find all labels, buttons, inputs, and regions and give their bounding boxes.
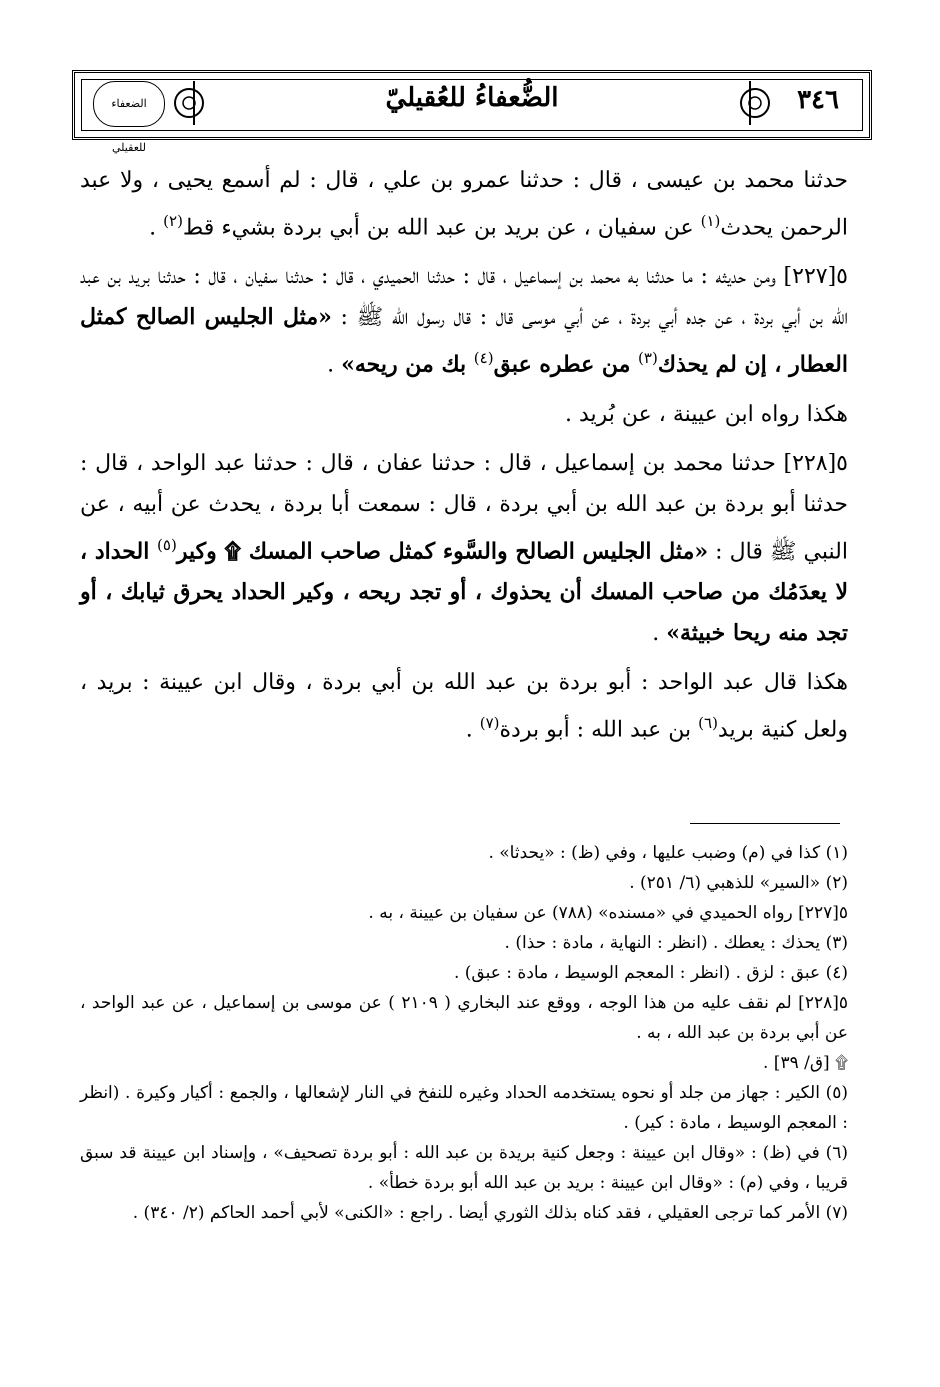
- paragraph: [80, 662, 848, 750]
- text-run: حدثنا محمد بن عيسى ، قال : حدثنا عمرو بن علي ، قال : لم أسمع يحيى ،: [151, 168, 848, 193]
- footnotes: [80, 838, 848, 1228]
- text-run: .: [652, 620, 667, 646]
- footnote: (٧) الأمر كما ترجى العقيلي ، فقد كناه بذلك الثوري أيضا . راجع : «الكنى» لأبي أحمد الحاكم (٢/ ٣٤٠) .: [132, 1203, 848, 1223]
- footnote: (٣) يحذك : يعطك . (انظر : النهاية ، مادة : حذا) .: [504, 933, 848, 953]
- hadith-quote: الحداد ، لا يعدَمُك من صاحب المسك أن يحذوك ، أو تجد ريحه ، وكير الحداد يحرق ثيابك ، أو تجد منه ريحا خبيثة»: [80, 537, 848, 646]
- ornament-left-icon: [171, 83, 207, 123]
- text-run: هكذا قال عبد الواحد : أبو بردة بن عبد الله بن أبي بردة ، وقال ابن عيينة : بريد ، ولعل كنية بريد: [80, 669, 848, 743]
- hadith-227: [80, 256, 848, 385]
- ornament-right-icon: [737, 83, 773, 123]
- footnote-ref: (٢): [163, 212, 183, 230]
- text-run: .: [149, 215, 164, 241]
- footnote-ref: (٦): [698, 713, 718, 732]
- book-seal-logo: الضعفاء للعقيلي: [93, 81, 165, 127]
- text-run: ولا عبد الرحمن يحدث: [80, 168, 848, 241]
- page-header: [72, 70, 872, 154]
- hadith-quote: «مثل الجليس الصالح كمثل العطار ، إن لم يحذك: [80, 304, 848, 378]
- footnote-ref: (٣): [638, 349, 658, 368]
- main-text: [80, 160, 848, 758]
- text-run: عن سفيان ، عن بريد بن عبد الله بن أبي بردة بشيء قط: [182, 215, 701, 241]
- hadith-quote: «مثل الجليس الصالح والسَّوء كمثل صاحب المسك ۩ وكير: [176, 537, 709, 564]
- text-run: هكذا رواه ابن عيينة ، عن بُريد .: [565, 401, 848, 427]
- footnote: (٤) عبق : لزق . (انظر : المعجم الوسيط ، مادة : عبق) .: [453, 963, 848, 983]
- footnote-ref: (١): [700, 212, 721, 230]
- footnote-ref: (٧): [479, 713, 500, 732]
- text-run: ٥[٢٢٨] حدثنا محمد بن إسماعيل ، قال : حدثنا عفان ، قال : حدثنا عبد الواحد ، قال : حدثنا أبو بردة بن عبد الله بن أبي بردة ، قال : سمعت أبا بردة ، يحدث عن أبيه ، عن النبي ﷺ قال :: [80, 450, 848, 564]
- paragraph: [80, 160, 848, 248]
- footnote: (٥) الكير : جهاز من جلد أو نحوه يستخدمه الحداد وغيره للنفخ في النار لإشعالها ، والجمع : أكيار وكيرة . (انظر : المعجم الوسيط ، مادة : كير) .: [80, 1083, 848, 1133]
- text-run: .: [327, 352, 342, 378]
- text-run: .: [465, 717, 480, 743]
- header-divider: [749, 81, 751, 125]
- page-number: ٣٤٦: [797, 85, 839, 115]
- footnote: ٥[٢٢٨] لم نقف عليه من هذا الوجه ، ووقع عند البخاري ( ٢١٠٩ ) عن موسى بن إسماعيل ، عن عبد الواحد ، عن أبي بردة بن عبد الله ، به .: [80, 993, 848, 1043]
- footnote: ٥[٢٢٧] رواه الحميدي في «مسنده» (٧٨٨) عن سفيان بن عيينة ، به .: [368, 903, 848, 923]
- footnote: (٦) في (ظ) : «وقال ابن عيينة : وجعل كنية بريدة بن عبد الله : أبو بردة تصحيف» ، وإسناد ابن عيينة قد سبق قريبا ، وفي (م) : «وقال ابن عيينة : بريد بن عبد الله أبو بردة خطأ» .: [80, 1143, 848, 1193]
- header-divider: [193, 81, 195, 125]
- paragraph: [80, 394, 848, 435]
- running-title: الضُّعفاءُ للعُقيليّ: [385, 83, 559, 113]
- footnote-ref: (٤): [473, 349, 494, 368]
- footnote: (١) كذا في (م) وضبب عليها ، وفي (ظ) : «يحدثا» .: [488, 843, 848, 863]
- footnote: ۩ [ق/ ٣٩] .: [763, 1053, 848, 1073]
- footnote: (٢) «السير» للذهبي (٦/ ٢٥١) .: [629, 873, 848, 893]
- hadith-228: [80, 443, 848, 654]
- hadith-quote: بك من ريحه»: [341, 351, 474, 378]
- footnote-ref: (٥): [157, 535, 177, 554]
- footnote-separator: [690, 823, 840, 824]
- text-run: ٥[٢٢٧] ومن حديثه : ما حدثنا به محمد بن إسماعيل ، قال : حدثنا الحميدي ، قال : حدثنا سفيان ، قال : حدثنا بريد بن عبد الله بن أبي بردة ، عن جده أبي بردة ، عن أبي موسى قال : قال رسول الله ﷺ :: [80, 264, 849, 331]
- hadith-quote: من عطره عبق: [493, 351, 639, 378]
- text-run: بن عبد الله : أبو بردة: [499, 717, 699, 743]
